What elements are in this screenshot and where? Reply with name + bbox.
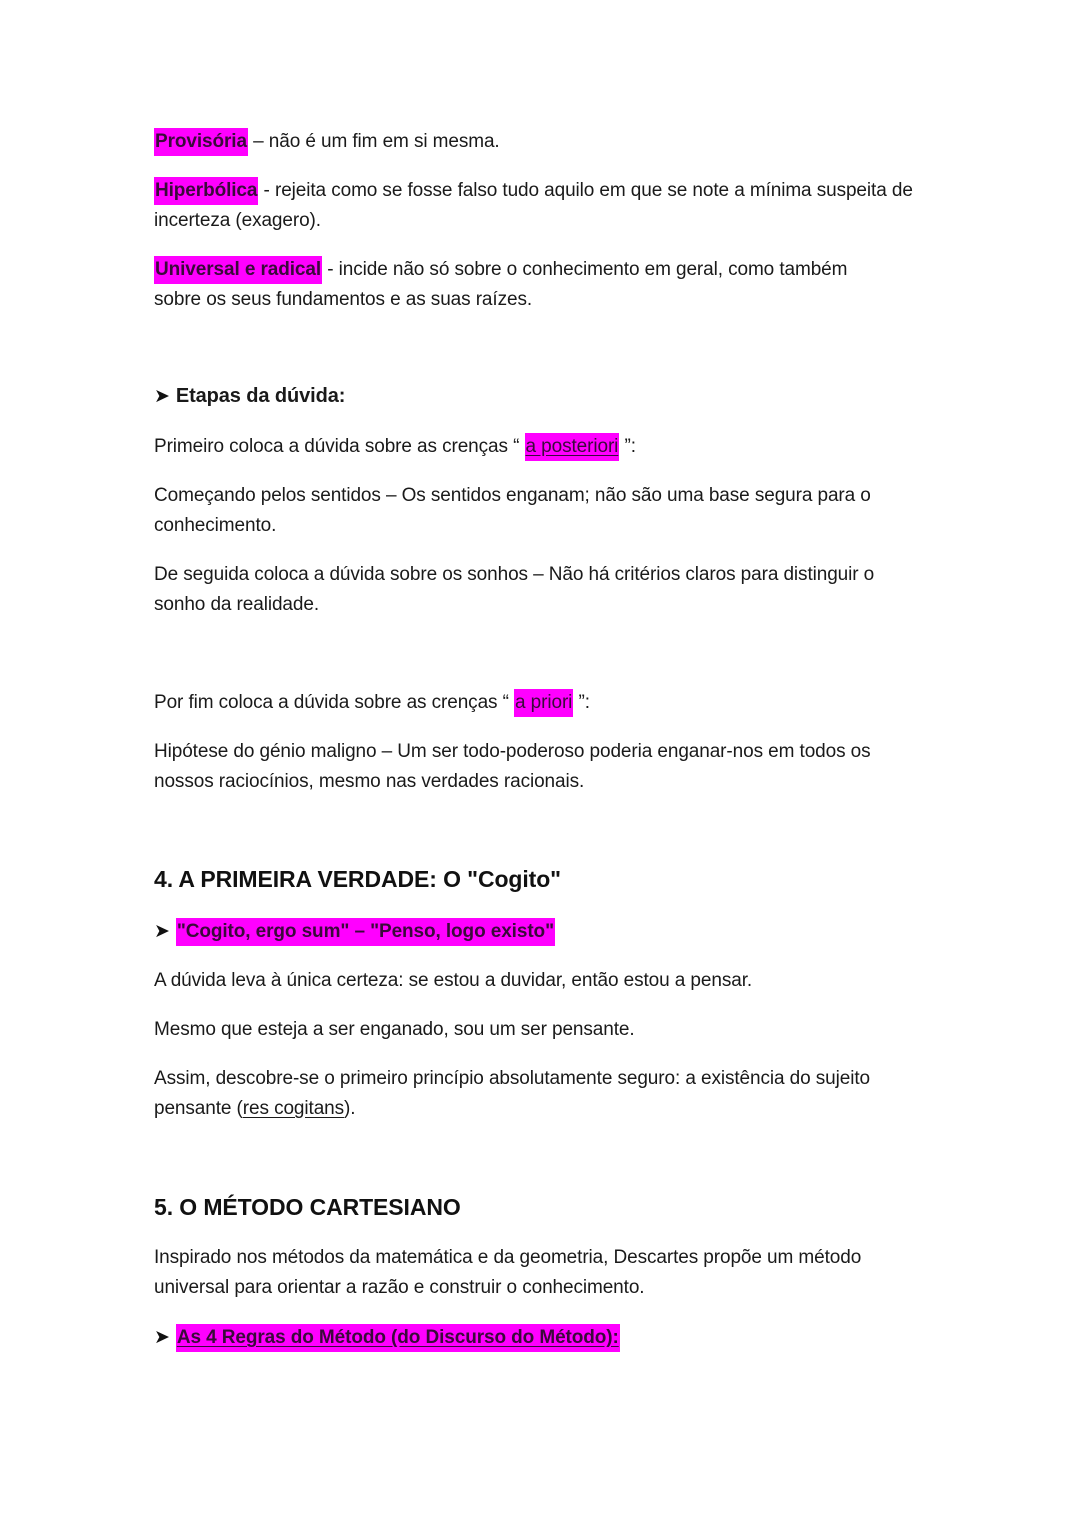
line: Começando pelos sentidos – Os sentidos enganam; não são uma base segura para o — [154, 485, 871, 506]
posteriori-intro — [154, 432, 934, 462]
intro-closing: ”: — [619, 436, 636, 457]
cogito-bullet — [154, 917, 934, 947]
line: universal para orientar a razão e construir o conhecimento. — [154, 1277, 645, 1298]
highlighted-term: Provisória — [154, 128, 248, 156]
separator: - — [258, 180, 275, 201]
etapas-heading-text: Etapas da dúvida: — [175, 385, 346, 407]
section-4-heading: 4. A PRIMEIRA VERDADE: O "Cogito" — [154, 866, 561, 892]
cogito-p1: A dúvida leva à única certeza: se estou a duvidar, então estou a pensar. — [154, 970, 753, 991]
sonhos-paragraph — [154, 560, 934, 620]
description: não é um fim em si mesma. — [268, 131, 500, 152]
description: incide não só sobre o conhecimento em geral, como também sobre os seus fundamentos e as suas raízes. — [154, 259, 848, 310]
line-end: ). — [344, 1098, 356, 1119]
line: nossos raciocínios, mesmo nas verdades racionais. — [154, 771, 585, 792]
separator: - — [322, 259, 339, 280]
line-start: pensante ( — [154, 1098, 243, 1119]
priori-intro — [154, 688, 934, 718]
arrow-bullet-icon: ➤ — [154, 921, 170, 942]
intro-closing: ”: — [573, 692, 590, 713]
rules-bullet — [154, 1323, 934, 1353]
sentidos-paragraph — [154, 481, 934, 541]
posteriori-term: a posteriori — [525, 433, 620, 461]
characteristic-provisoria — [154, 127, 934, 157]
line: De seguida coloca a dúvida sobre os sonhos – Não há critérios claros para distinguir o — [154, 564, 875, 585]
arrow-bullet-icon: ➤ — [154, 1327, 170, 1348]
rules-highlight: As 4 Regras do Método (do Discurso do Método): — [176, 1324, 620, 1352]
intro-text: Primeiro coloca a dúvida sobre as crenças “ — [154, 436, 525, 457]
arrow-bullet-icon: ➤ — [154, 386, 170, 407]
line: Assim, descobre-se o primeiro princípio absolutamente seguro: a existência do sujeito — [154, 1068, 870, 1089]
line: conhecimento. — [154, 515, 277, 536]
cogito-highlight: "Cogito, ergo sum" – "Penso, logo existo" — [176, 918, 555, 946]
line: sonho da realidade. — [154, 594, 320, 615]
cogito-p3 — [154, 1064, 934, 1124]
genio-paragraph — [154, 737, 934, 797]
highlighted-term: Hiperbólica — [154, 177, 258, 205]
section-5-heading: 5. O MÉTODO CARTESIANO — [154, 1194, 461, 1220]
method-paragraph — [154, 1243, 934, 1303]
res-cogitans-term: res cogitans — [242, 1098, 345, 1119]
line: Inspirado nos métodos da matemática e da geometria, Descartes propõe um método — [154, 1247, 862, 1268]
characteristic-universal — [154, 255, 889, 315]
highlighted-term: Universal e radical — [154, 256, 322, 284]
cogito-p2: Mesmo que esteja a ser enganado, sou um ser pensante. — [154, 1019, 635, 1040]
description: rejeita como se fosse falso tudo aquilo em que se note a mínima suspeita de incerteza (exagero). — [154, 180, 913, 231]
characteristic-hiperbolica — [154, 176, 929, 236]
separator: – — [247, 131, 269, 152]
etapas-heading — [154, 381, 934, 412]
line: Hipótese do génio maligno – Um ser todo-poderoso poderia enganar-nos em todos os — [154, 741, 871, 762]
intro-text: Por fim coloca a dúvida sobre as crenças “ — [154, 692, 515, 713]
priori-term: a priori — [514, 689, 573, 717]
